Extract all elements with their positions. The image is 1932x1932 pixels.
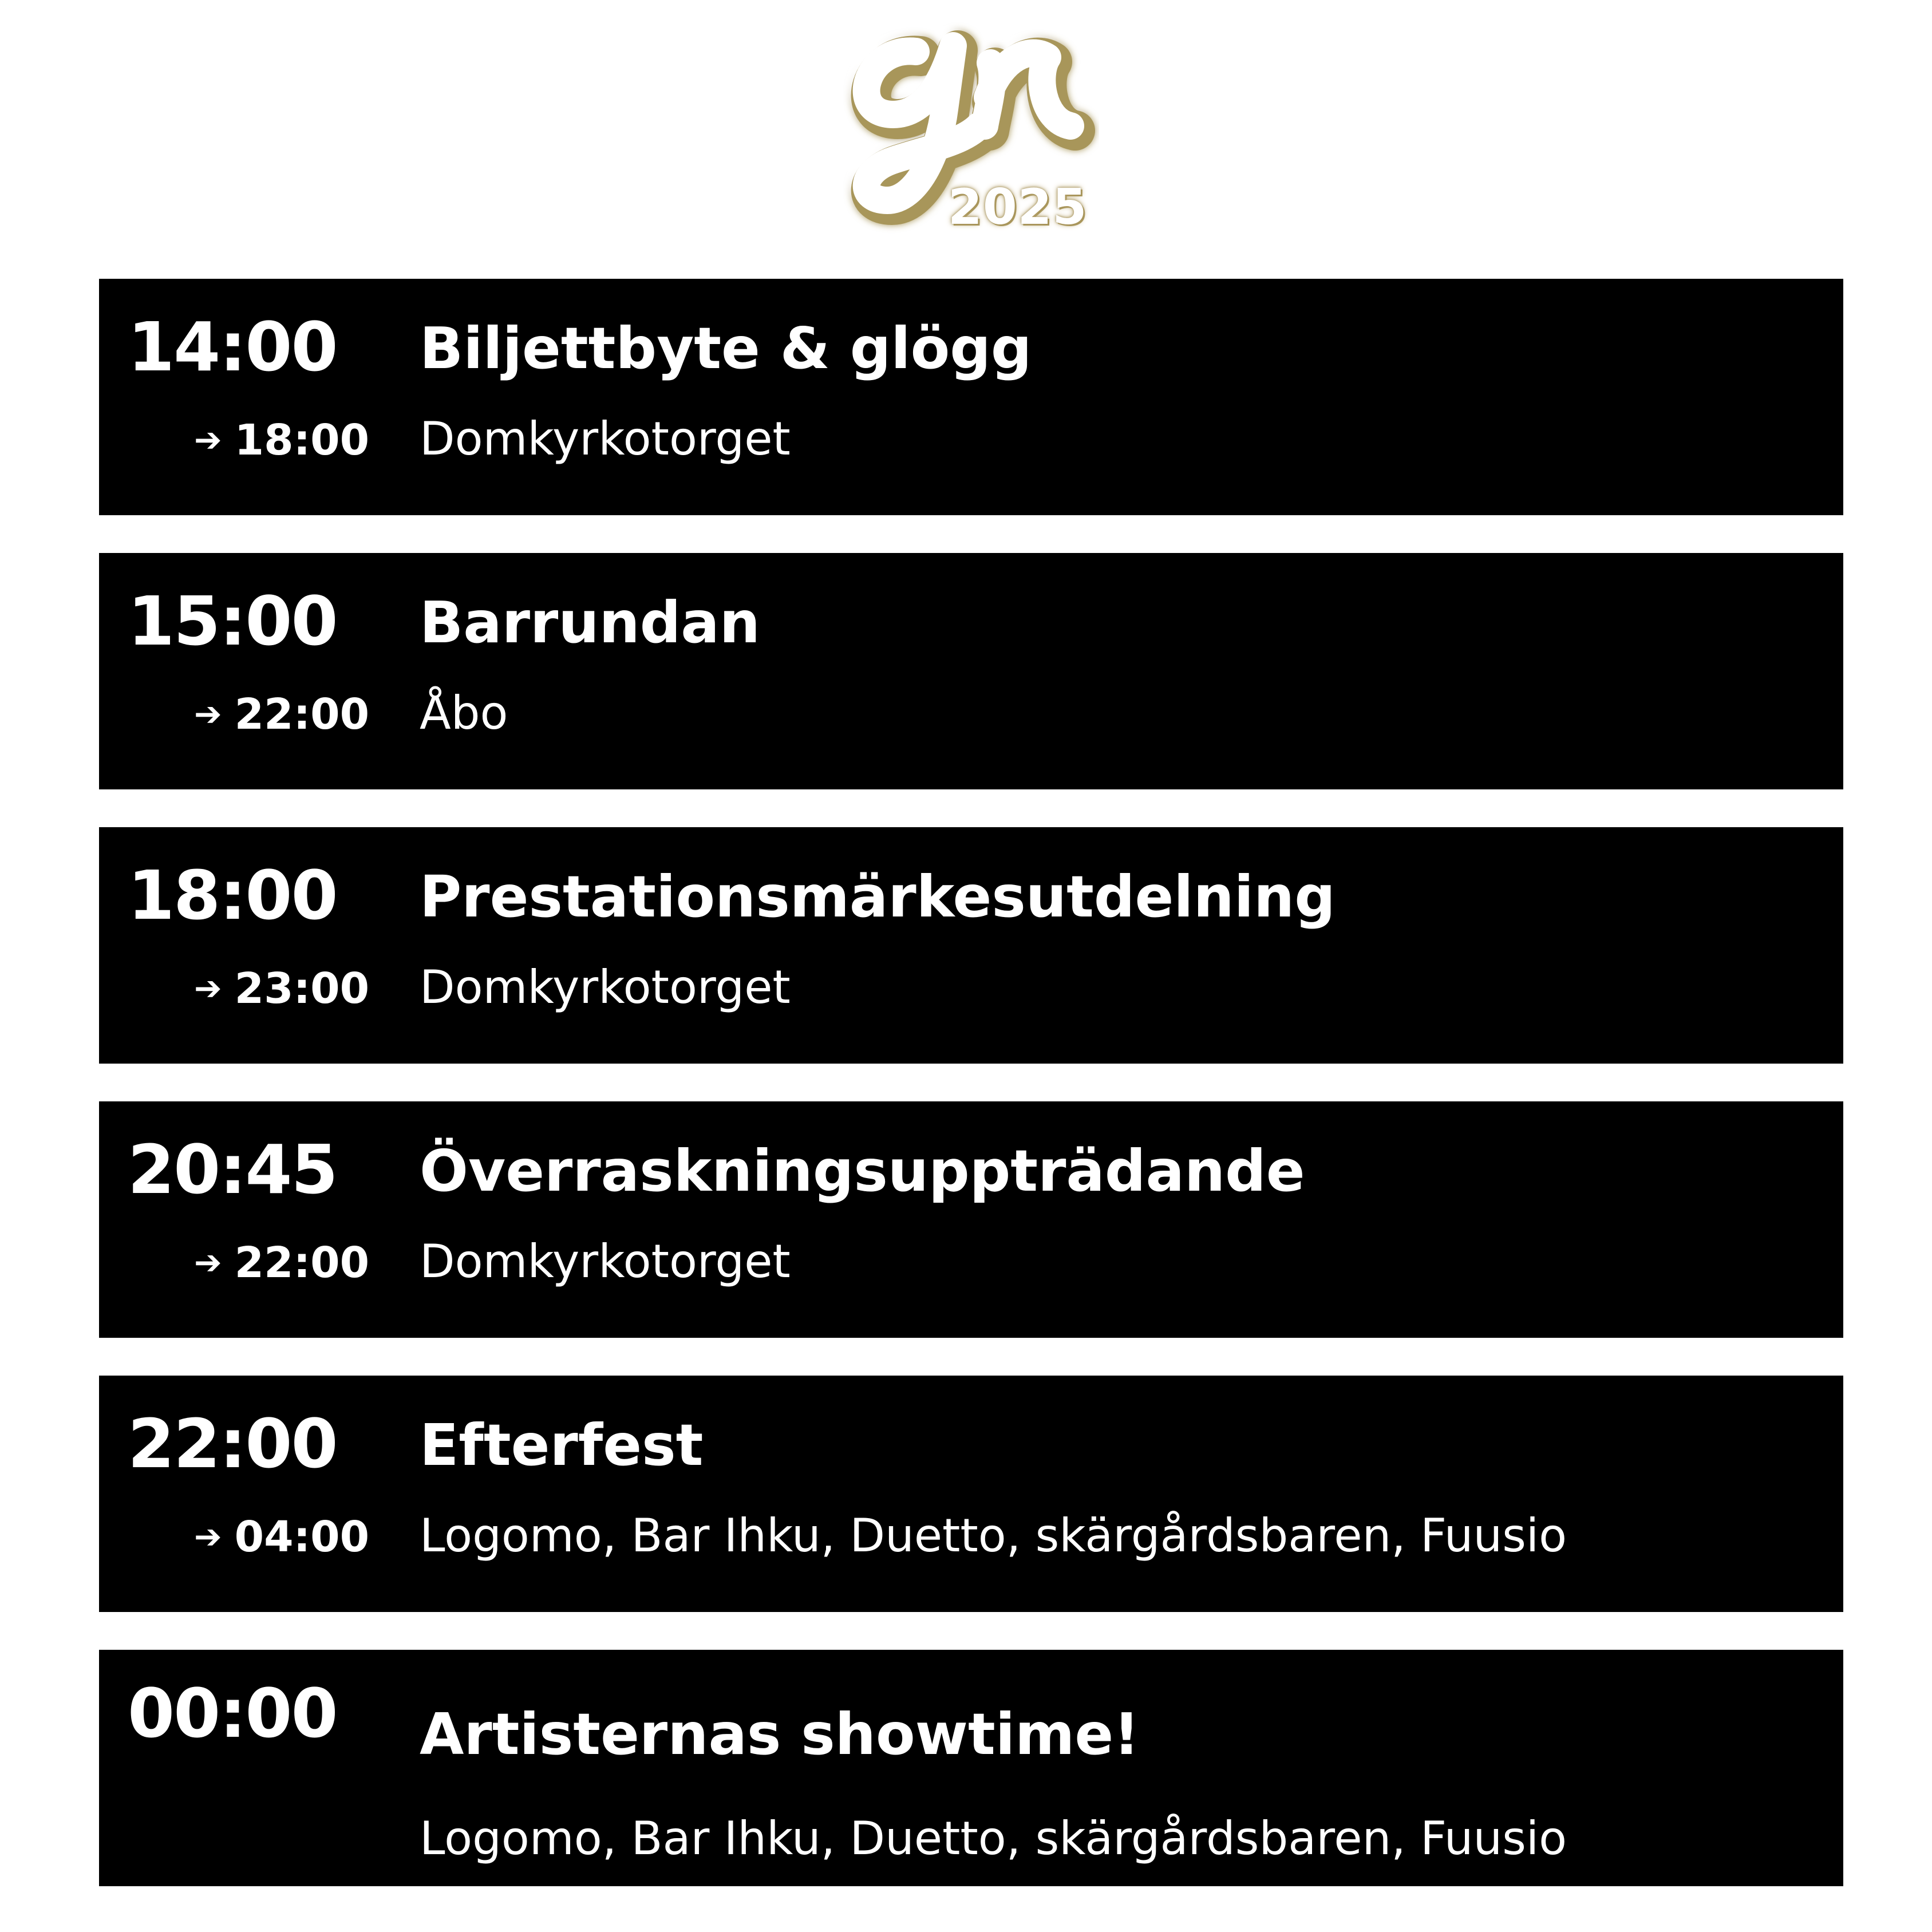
event-block — [99, 1101, 1843, 1338]
start-time: 15:00 — [128, 582, 337, 661]
end-time-row — [194, 1512, 370, 1562]
event-location: Logomo, Bar Ihku, Duetto, skärgårdsbaren, Fuusio — [420, 1509, 1567, 1562]
end-time: 22:00 — [234, 690, 370, 739]
event-block — [99, 1650, 1843, 1886]
event-block — [99, 827, 1843, 1064]
end-time-row — [194, 1238, 370, 1287]
event-block — [99, 279, 1843, 515]
event-title: Överraskningsuppträdande — [420, 1137, 1305, 1204]
event-location: Domkyrkotorget — [420, 1235, 791, 1288]
event-title: Efterfest — [420, 1412, 704, 1479]
start-time: 18:00 — [128, 856, 337, 935]
arrow-right-icon: ➔ — [194, 1243, 222, 1282]
event-title: Barrundan — [420, 589, 760, 656]
end-time-row — [194, 964, 370, 1013]
event-title: Prestationsmärkesutdelning — [420, 863, 1336, 930]
start-time: 00:00 — [128, 1674, 337, 1753]
start-time: 14:00 — [128, 307, 337, 386]
arrow-right-icon: ➔ — [194, 1517, 222, 1556]
end-time-row — [194, 690, 370, 739]
event-title: Biljettbyte & glögg — [420, 315, 1032, 382]
end-time: 23:00 — [234, 964, 370, 1013]
end-time: 18:00 — [234, 416, 370, 465]
event-block — [99, 553, 1843, 789]
event-title: Artisternas showtime! — [420, 1701, 1140, 1768]
end-time-row — [194, 416, 370, 465]
start-time: 20:45 — [128, 1130, 337, 1209]
event-location: Domkyrkotorget — [420, 412, 791, 465]
arrow-right-icon: ➔ — [194, 694, 222, 733]
event-location: Åbo — [420, 686, 508, 740]
start-time: 22:00 — [128, 1404, 337, 1483]
end-time: 04:00 — [234, 1512, 370, 1562]
event-location: Domkyrkotorget — [420, 961, 791, 1014]
arrow-right-icon: ➔ — [194, 969, 222, 1008]
event-block — [99, 1376, 1843, 1612]
logo — [830, 11, 1099, 240]
event-location: Logomo, Bar Ihku, Duetto, skärgårdsbaren, Fuusio — [420, 1812, 1567, 1865]
logo-year: 2025 — [948, 179, 1088, 236]
schedule — [99, 279, 1843, 1924]
end-time: 22:00 — [234, 1238, 370, 1287]
arrow-right-icon: ➔ — [194, 420, 222, 459]
